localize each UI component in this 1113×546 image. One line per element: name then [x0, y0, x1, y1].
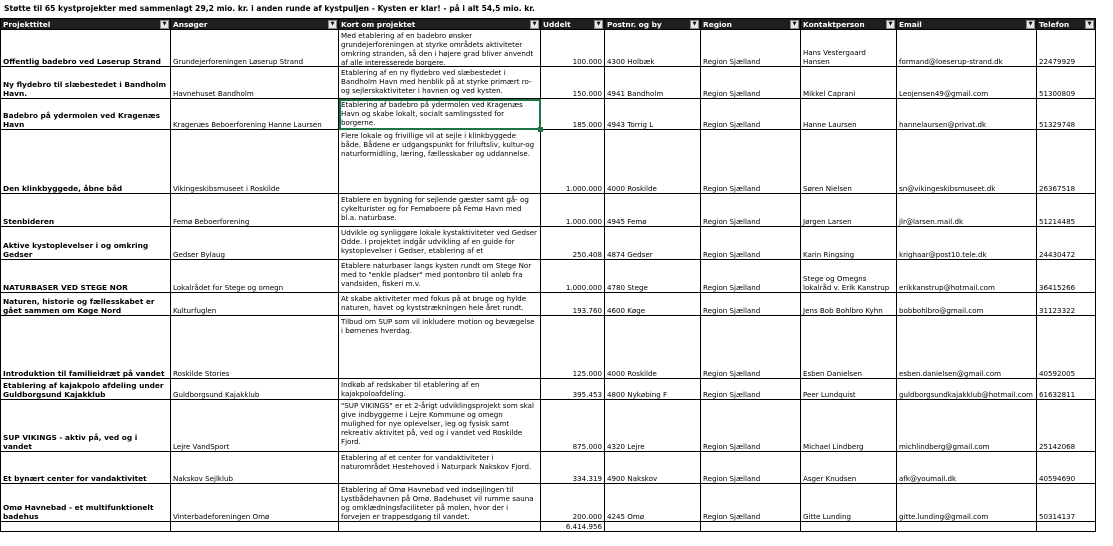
- col-header-kontakt[interactable]: Kontaktperson ▼: [801, 19, 897, 30]
- table-row[interactable]: [1, 227, 1096, 260]
- cell-region[interactable]: Region Sjælland: [701, 379, 801, 400]
- cell-telefon[interactable]: 51214485: [1037, 194, 1096, 227]
- cell-email[interactable]: erikkanstrup@hotmail.com: [897, 260, 1037, 293]
- empty-cell: [605, 522, 701, 532]
- cell-telefon[interactable]: 40594690: [1037, 452, 1096, 484]
- cell-text: Med etablering af en badebro ønsker grundejerforeningen at styrke områdets aktiviteter omkring stranden, så den i højere grad bliver anvendt af alle interesserede borgere.: [341, 31, 534, 66]
- cell-email[interactable]: guldborgsundkajakklub@hotmail.com: [897, 379, 1037, 400]
- cell-ansoger[interactable]: Guldborgsund Kajakklub: [171, 379, 339, 400]
- cell-email[interactable]: krighaar@post10.tele.dk: [897, 227, 1037, 260]
- cell-postnr-by[interactable]: 4941 Bandholm: [605, 67, 701, 99]
- cell-postnr-by[interactable]: 4600 Køge: [605, 293, 701, 316]
- cell-projekttitel[interactable]: Aktive kystoplevelser i og omkring Gedser: [1, 227, 171, 260]
- table-row[interactable]: [1, 293, 1096, 316]
- cell-projekttitel[interactable]: SUP VIKINGS - aktiv på, ved og i vandet: [1, 400, 171, 452]
- table-row[interactable]: [1, 194, 1096, 227]
- total-uddelt: 6.414.956: [541, 522, 605, 532]
- cell-email[interactable]: gitte.lunding@gmail.com: [897, 484, 1037, 522]
- col-header-postnr[interactable]: Postnr. og by ▼: [605, 19, 701, 30]
- cell-kort-om-projektet[interactable]: [339, 452, 541, 484]
- col-header-region[interactable]: Region ▼: [701, 19, 801, 30]
- cell-postnr-by[interactable]: 4780 Stege: [605, 260, 701, 293]
- cell-email[interactable]: esben.danielsen@gmail.com: [897, 316, 1037, 379]
- cell-uddelt[interactable]: 250.408: [541, 227, 605, 260]
- cell-region[interactable]: Region Sjælland: [701, 293, 801, 316]
- cell-ansoger[interactable]: Vinterbadeforeningen Omø: [171, 484, 339, 522]
- cell-text: Indkøb af redskaber til etablering af en kajakpoloafdeling.: [341, 380, 480, 398]
- table-row[interactable]: [1, 99, 1096, 130]
- cell-kort-om-projektet[interactable]: [339, 316, 541, 379]
- cell-telefon[interactable]: 26367518: [1037, 130, 1096, 194]
- empty-cell: [1037, 522, 1096, 532]
- spreadsheet-table: [0, 18, 1096, 532]
- sheet-title: Støtte til 65 kystprojekter med sammenlagt 29,2 mio. kr. i anden runde af kystpuljen - Kysten er klar! - på i alt 54,5 mio. kr.: [4, 4, 535, 13]
- cell-ansoger[interactable]: Lejre VandSport: [171, 400, 339, 452]
- cell-postnr-by[interactable]: 4300 Holbæk: [605, 30, 701, 67]
- cell-text: Etablering af badebro på ydermolen ved Kragenæs Havn og skabe lokalt, socialt samlingssted for borgerne.: [341, 100, 523, 127]
- cell-postnr-by[interactable]: 4943 Torrig L: [605, 99, 701, 130]
- cell-telefon[interactable]: 24430472: [1037, 227, 1096, 260]
- cell-email[interactable]: Leojensen49@gmail.com: [897, 67, 1037, 99]
- cell-text: "SUP VIKINGS" er et 2-årigt udviklingsprojekt som skal give indbyggerne i Lejre Kommune og omegn mulighed for nye oplevelser, leg og fysisk samt rekreativ aktivitet på, ved og i vandet ved Roskilde Fjord.: [341, 401, 534, 446]
- cell-region[interactable]: Region Sjælland: [701, 452, 801, 484]
- fill-handle[interactable]: [538, 127, 543, 132]
- cell-kontaktperson[interactable]: Stege og Omegns lokalråd v. Erik Kanstrup: [801, 260, 897, 293]
- cell-uddelt[interactable]: 875.000: [541, 400, 605, 452]
- cell-kort-om-projektet[interactable]: [339, 30, 541, 67]
- cell-text: Etablere naturbaser langs kysten rundt om Stege Nor med to "enkle pladser" med pontonbro til anløb fra vandsiden, fiskeri m.v.: [341, 261, 532, 288]
- cell-region[interactable]: Region Sjælland: [701, 67, 801, 99]
- cell-postnr-by[interactable]: 4245 Omø: [605, 484, 701, 522]
- filter-dropdown-icon[interactable]: ▼: [690, 20, 699, 29]
- cell-kontaktperson[interactable]: Jens Bob Bohlbro Kyhn: [801, 293, 897, 316]
- cell-postnr-by[interactable]: 4000 Roskilde: [605, 316, 701, 379]
- cell-email[interactable]: hannelaursen@privat.dk: [897, 99, 1037, 130]
- cell-region[interactable]: Region Sjælland: [701, 30, 801, 67]
- cell-text: At skabe aktiviteter med fokus på at bruge og hylde naturen, havet og kyststrækningen hele året rundt.: [341, 294, 527, 312]
- cell-projekttitel[interactable]: Den klinkbyggede, åbne båd: [1, 130, 171, 194]
- cell-projekttitel[interactable]: Offentlig badebro ved Løserup Strand: [1, 30, 171, 67]
- table-row[interactable]: [1, 30, 1096, 67]
- cell-kort-om-projektet[interactable]: [339, 227, 541, 260]
- filter-dropdown-icon[interactable]: ▼: [160, 20, 169, 29]
- cell-region[interactable]: Region Sjælland: [701, 194, 801, 227]
- cell-telefon[interactable]: 36415266: [1037, 260, 1096, 293]
- cell-ansoger[interactable]: Grundejerforeningen Løserup Strand: [171, 30, 339, 67]
- cell-ansoger[interactable]: Femø Beboerforening: [171, 194, 339, 227]
- cell-projekttitel[interactable]: Introduktion til familieidræt på vandet: [1, 316, 171, 379]
- cell-kontaktperson[interactable]: Esben Danielsen: [801, 316, 897, 379]
- cell-region[interactable]: Region Sjælland: [701, 316, 801, 379]
- col-header-projekttitel[interactable]: Projekttitel ▼: [1, 19, 171, 30]
- col-header-email[interactable]: Email ▼: [897, 19, 1037, 30]
- cell-text: Etablering af Omø Havnebad ved indsejlingen til Lystbådehavnen på Omø. Badehuset vil rumme sauna og omklædningsfaciliteter på molen, hvor der i forvejen er trappesdgang til vandet.: [341, 485, 534, 521]
- cell-email[interactable]: afk@youmail.dk: [897, 452, 1037, 484]
- cell-postnr-by[interactable]: 4800 Nykøbing F: [605, 379, 701, 400]
- table-row[interactable]: [1, 400, 1096, 452]
- cell-region[interactable]: Region Sjælland: [701, 227, 801, 260]
- cell-text: Flere lokale og frivillige vil at sejle i klinkbyggede både. Bådene er udgangspunkt for friluftsliv, kultur-og naturformidling, læring, fællesskaber og uddannelse.: [341, 131, 535, 158]
- cell-uddelt[interactable]: 1.000.000: [541, 260, 605, 293]
- cell-ansoger[interactable]: Nakskov Sejlklub: [171, 452, 339, 484]
- filter-dropdown-icon[interactable]: ▼: [328, 20, 337, 29]
- cell-projekttitel[interactable]: Ny flydebro til slæbestedet i Bandholm Havn.: [1, 67, 171, 99]
- cell-kort-om-projektet[interactable]: [339, 130, 541, 194]
- cell-text: Etablere en bygning for sejlende gæster samt gå- og cykelturister og for Femøboere på Femø Havn med bl.a. naturbase.: [341, 195, 529, 222]
- cell-region[interactable]: Region Sjælland: [701, 260, 801, 293]
- cell-postnr-by[interactable]: 4874 Gedser: [605, 227, 701, 260]
- cell-telefon[interactable]: 31123322: [1037, 293, 1096, 316]
- cell-telefon[interactable]: 22479929: [1037, 30, 1096, 67]
- filter-dropdown-icon[interactable]: ▼: [1085, 20, 1094, 29]
- cell-ansoger[interactable]: Gedser Bylaug: [171, 227, 339, 260]
- col-header-telefon[interactable]: Telefon ▼: [1037, 19, 1096, 30]
- cell-kort-om-projektet[interactable]: [339, 379, 541, 400]
- cell-kontaktperson[interactable]: Søren Nielsen: [801, 130, 897, 194]
- cell-text: Tilbud om SUP som vil inkludere motion og bevægelse i børnenes hverdag.: [341, 317, 535, 335]
- cell-kort-om-projektet[interactable]: [339, 293, 541, 316]
- table-row[interactable]: [1, 484, 1096, 522]
- cell-ansoger[interactable]: Roskilde Stories: [171, 316, 339, 379]
- cell-telefon[interactable]: 51300809: [1037, 67, 1096, 99]
- total-row: [1, 522, 1096, 532]
- cell-telefon[interactable]: 51329748: [1037, 99, 1096, 130]
- cell-postnr-by[interactable]: 4320 Lejre: [605, 400, 701, 452]
- col-header-kort[interactable]: Kort om projektet ▼: [339, 19, 541, 30]
- filter-dropdown-icon[interactable]: ▼: [1026, 20, 1035, 29]
- cell-kontaktperson[interactable]: Jørgen Larsen: [801, 194, 897, 227]
- table-row[interactable]: [1, 260, 1096, 293]
- cell-ansoger[interactable]: Vikingeskibsmuseet i Roskilde: [171, 130, 339, 194]
- cell-telefon[interactable]: 61632811: [1037, 379, 1096, 400]
- cell-projekttitel[interactable]: Et bynært center for vandaktivitet: [1, 452, 171, 484]
- cell-kontaktperson[interactable]: Gitte Lunding: [801, 484, 897, 522]
- cell-region[interactable]: Region Sjælland: [701, 99, 801, 130]
- empty-cell: [1, 522, 171, 532]
- table-row[interactable]: [1, 452, 1096, 484]
- cell-kort-om-projektet[interactable]: [339, 67, 541, 99]
- cell-email[interactable]: formand@loeserup-strand.dk: [897, 30, 1037, 67]
- empty-cell: [897, 522, 1037, 532]
- cell-uddelt[interactable]: 200.000: [541, 484, 605, 522]
- filter-dropdown-icon[interactable]: ▼: [530, 20, 539, 29]
- cell-region[interactable]: Region Sjælland: [701, 400, 801, 452]
- cell-postnr-by[interactable]: 4000 Roskilde: [605, 130, 701, 194]
- cell-text: Etablering af et center for vandaktiviteter i naturområdet Hestehoved i Naturpark Nakskov Fjord.: [341, 453, 532, 471]
- cell-projekttitel[interactable]: Naturen, historie og fællesskabet er gået sammen om Køge Nord: [1, 293, 171, 316]
- cell-kontaktperson[interactable]: Michael Lindberg: [801, 400, 897, 452]
- cell-telefon[interactable]: 25142068: [1037, 400, 1096, 452]
- cell-projekttitel[interactable]: NATURBASER VED STEGE NOR: [1, 260, 171, 293]
- cell-kontaktperson[interactable]: Karin Ringsing: [801, 227, 897, 260]
- cell-ansoger[interactable]: Kulturfuglen: [171, 293, 339, 316]
- empty-cell: [171, 522, 339, 532]
- header-row: [1, 19, 1096, 30]
- filter-dropdown-icon[interactable]: ▼: [790, 20, 799, 29]
- table-row[interactable]: [1, 379, 1096, 400]
- cell-kontaktperson[interactable]: Asger Knudsen: [801, 452, 897, 484]
- cell-text: Udvikle og synliggøre lokale kystaktiviteter ved Gedser Odde. I projektet indgår udvikling af en guide for kystoplevelser i Gedser, etablering af et: [341, 228, 537, 255]
- cell-ansoger[interactable]: Lokalrådet for Stege og omegn: [171, 260, 339, 293]
- cell-projekttitel[interactable]: Omø Havnebad - et multifunktionelt badehus: [1, 484, 171, 522]
- table-row[interactable]: [1, 316, 1096, 379]
- col-header-ansoger[interactable]: Ansøger ▼: [171, 19, 339, 30]
- cell-uddelt[interactable]: 100.000: [541, 30, 605, 67]
- empty-cell: [339, 522, 541, 532]
- table-row[interactable]: [1, 67, 1096, 99]
- cell-text: Etablering af en ny flydebro ved slæbestedet i Bandholm Havn med henblik på at styrke primært ro- og sejlerskaktiviteter i havnen og ved kysten.: [341, 68, 532, 95]
- cell-kort-om-projektet[interactable]: [339, 484, 541, 522]
- cell-uddelt[interactable]: 1.000.000: [541, 130, 605, 194]
- cell-region[interactable]: Region Sjælland: [701, 130, 801, 194]
- cell-email[interactable]: michlindberg@gmail.com: [897, 400, 1037, 452]
- cell-uddelt[interactable]: 185.000: [541, 99, 605, 130]
- table-row[interactable]: [1, 130, 1096, 194]
- filter-dropdown-icon[interactable]: ▼: [886, 20, 895, 29]
- cell-uddelt[interactable]: 193.760: [541, 293, 605, 316]
- cell-projekttitel[interactable]: Badebro på ydermolen ved Kragenæs Havn: [1, 99, 171, 130]
- cell-kontaktperson[interactable]: Mikkel Caprani: [801, 67, 897, 99]
- cell-projekttitel[interactable]: Stenbideren: [1, 194, 171, 227]
- cell-kort-om-projektet[interactable]: [339, 400, 541, 452]
- cell-uddelt[interactable]: 395.453: [541, 379, 605, 400]
- cell-uddelt[interactable]: 334.319: [541, 452, 605, 484]
- cell-kontaktperson[interactable]: Hanne Laursen: [801, 99, 897, 130]
- cell-email[interactable]: jlr@larsen.mail.dk: [897, 194, 1037, 227]
- cell-kort-om-projektet[interactable]: [339, 194, 541, 227]
- cell-telefon[interactable]: 50314137: [1037, 484, 1096, 522]
- cell-kort-om-projektet[interactable]: [339, 260, 541, 293]
- cell-kort-om-projektet[interactable]: [339, 99, 541, 130]
- col-header-uddelt[interactable]: Uddelt ▼: [541, 19, 605, 30]
- cell-uddelt[interactable]: 150.000: [541, 67, 605, 99]
- cell-email[interactable]: sn@vikingeskibsmuseet.dk: [897, 130, 1037, 194]
- cell-uddelt[interactable]: 1.000.000: [541, 194, 605, 227]
- empty-cell: [701, 522, 801, 532]
- cell-region[interactable]: Region Sjælland: [701, 484, 801, 522]
- cell-uddelt[interactable]: 125.000: [541, 316, 605, 379]
- cell-kontaktperson[interactable]: Hans Vestergaard Hansen: [801, 30, 897, 67]
- cell-projekttitel[interactable]: Etablering af kajakpolo afdeling under Guldborgsund Kajakklub: [1, 379, 171, 400]
- filter-dropdown-icon[interactable]: ▼: [594, 20, 603, 29]
- cell-ansoger[interactable]: Havnehuset Bandholm: [171, 67, 339, 99]
- cell-postnr-by[interactable]: 4900 Nakskov: [605, 452, 701, 484]
- cell-telefon[interactable]: 40592005: [1037, 316, 1096, 379]
- cell-email[interactable]: bobbohlbro@gmail.com: [897, 293, 1037, 316]
- cell-ansoger[interactable]: Kragenæs Beboerforening Hanne Laursen: [171, 99, 339, 130]
- empty-cell: [801, 522, 897, 532]
- cell-kontaktperson[interactable]: Peer Lundquist: [801, 379, 897, 400]
- cell-postnr-by[interactable]: 4945 Femø: [605, 194, 701, 227]
